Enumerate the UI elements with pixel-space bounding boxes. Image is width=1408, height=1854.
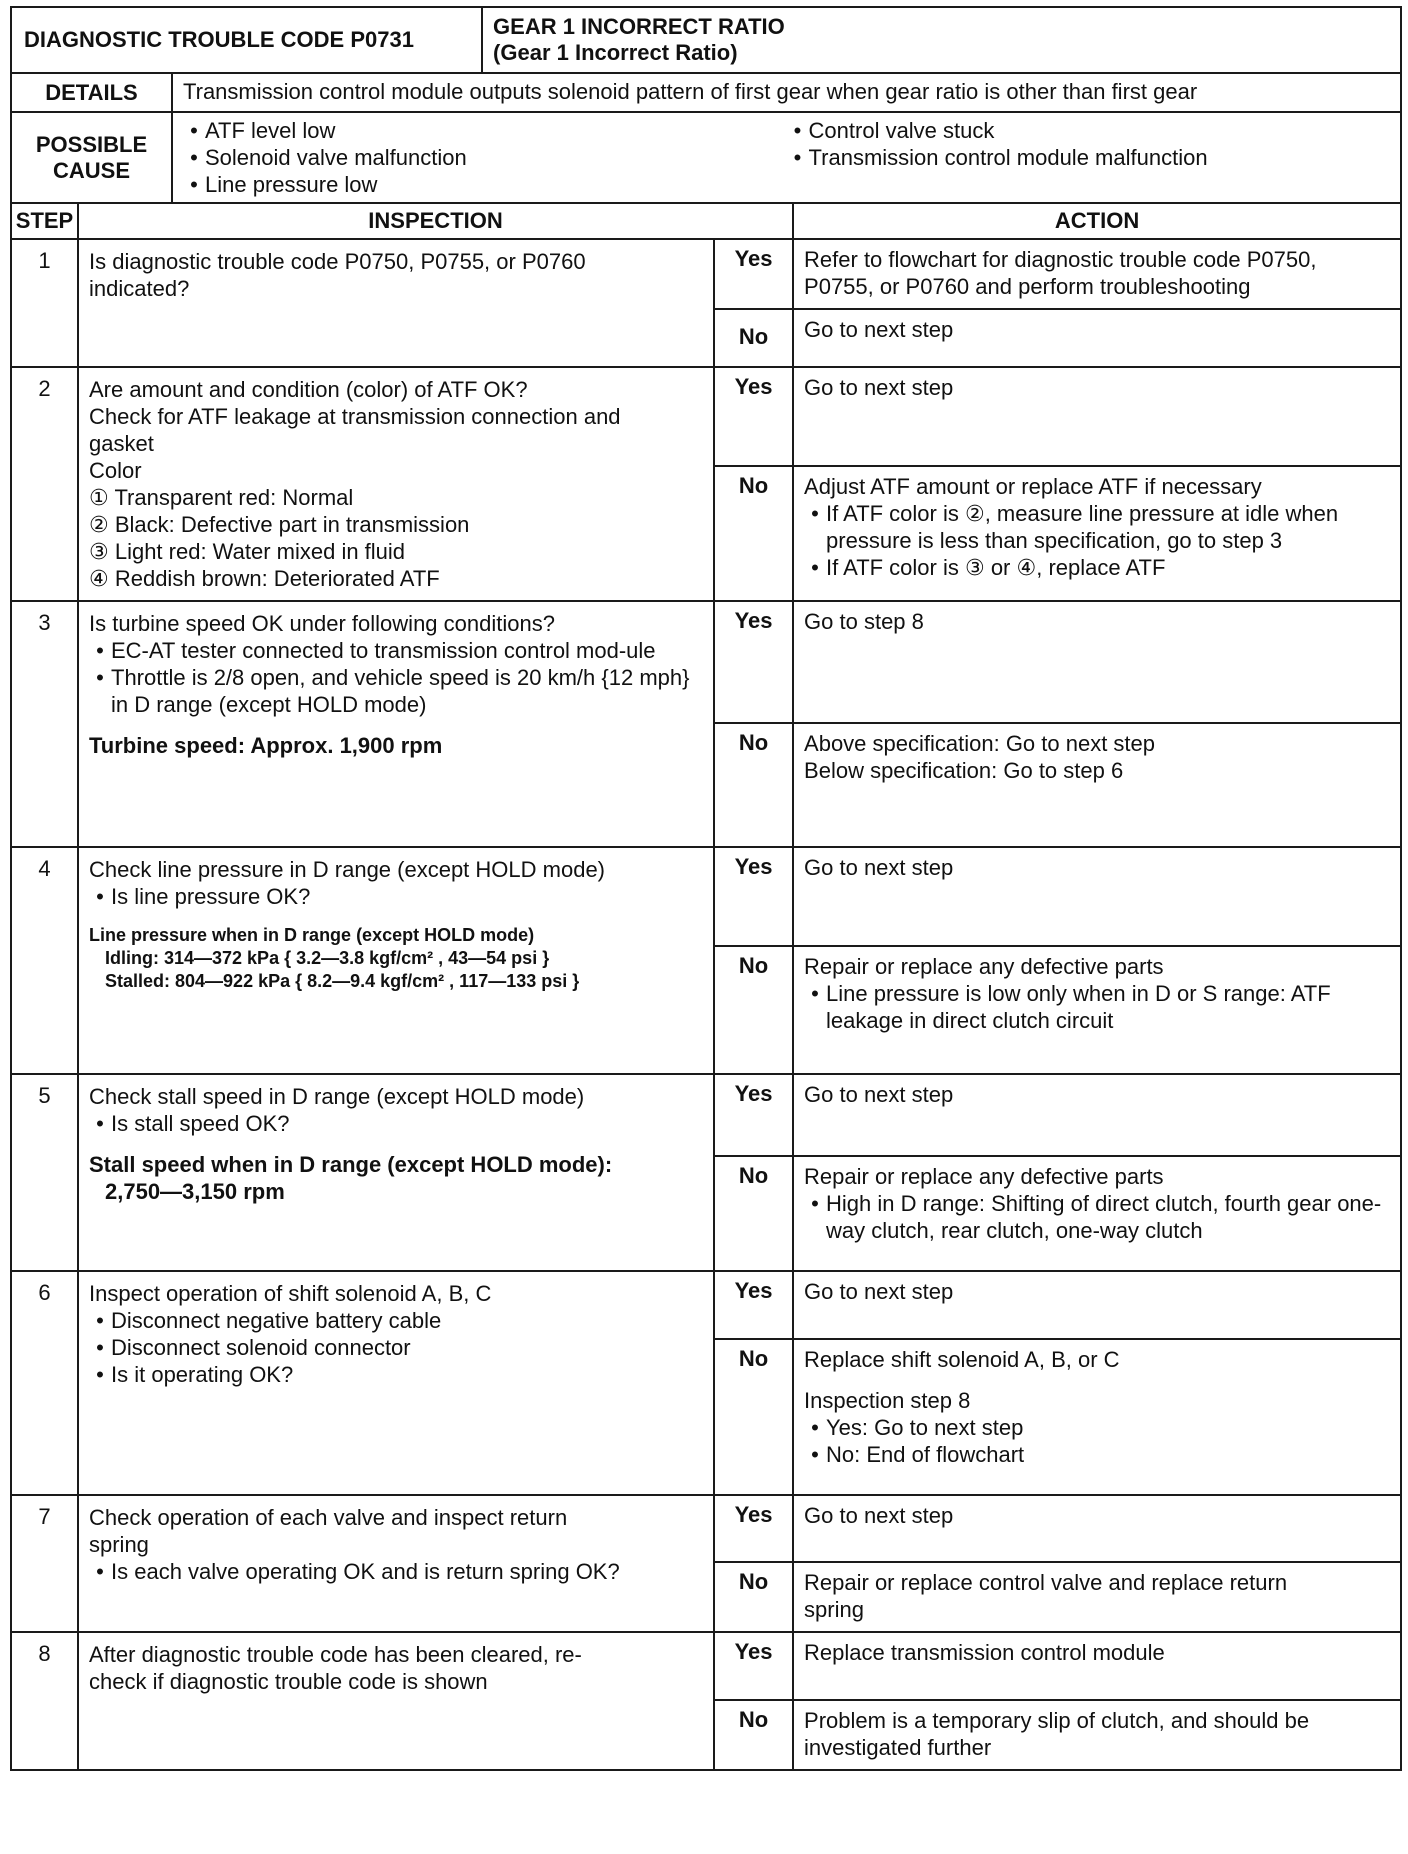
action-text: Replace transmission control module bbox=[804, 1640, 1165, 1665]
no-label: No bbox=[714, 723, 793, 847]
step-number: 6 bbox=[11, 1271, 78, 1495]
action-column-header: ACTION bbox=[793, 203, 1401, 239]
inspection-text: Is turbine speed OK under following conditions? bbox=[89, 611, 555, 636]
inspection-text: Is diagnostic trouble code P0750, P0755, or P0760 bbox=[89, 249, 586, 274]
step-6-yes-action bbox=[793, 1271, 1401, 1339]
action-text: Adjust ATF amount or replace ATF if necessary bbox=[804, 473, 1262, 499]
possible-cause-label-line1: POSSIBLE bbox=[35, 131, 148, 157]
possible-cause-label-line2: CAUSE bbox=[52, 157, 130, 183]
details-label: DETAILS bbox=[11, 73, 172, 112]
cause-item: • ATF level low bbox=[183, 117, 787, 144]
cause-item: • Solenoid valve malfunction bbox=[183, 144, 787, 171]
line-pressure-spec-idle: Idling: 314—372 kPa { 3.2—3.8 kgf/cm² , 43—54 psi } bbox=[105, 948, 550, 968]
action-bullet: • No: End of flowchart bbox=[804, 1441, 1390, 1468]
line-pressure-spec-stall: Stalled: 804—922 kPa { 8.2—9.4 kgf/cm² , 117—133 psi } bbox=[105, 971, 580, 991]
dtc-title-line1: GEAR 1 INCORRECT RATIO bbox=[493, 14, 785, 39]
yes-label: Yes bbox=[714, 367, 793, 466]
step-3-no-action bbox=[793, 723, 1401, 847]
step-column-header: STEP bbox=[11, 203, 78, 239]
inspection-text: Are amount and condition (color) of ATF OK? bbox=[89, 377, 528, 402]
inspection-column-header: INSPECTION bbox=[78, 203, 793, 239]
no-label: No bbox=[714, 1562, 793, 1632]
inspection-bullet: • Is stall speed OK? bbox=[89, 1110, 703, 1137]
step-number: 1 bbox=[11, 239, 78, 367]
dtc-title-line2: (Gear 1 Incorrect Ratio) bbox=[493, 40, 738, 65]
diagnostic-sheet bbox=[10, 6, 1400, 1771]
step-5-no-action bbox=[793, 1156, 1401, 1271]
possible-cause-label bbox=[11, 112, 172, 203]
color-item: ② Black: Defective part in transmission bbox=[89, 512, 470, 537]
color-item: ③ Light red: Water mixed in fluid bbox=[89, 539, 406, 564]
color-item: ④ Reddish brown: Deteriorated ATF bbox=[89, 566, 440, 591]
cause-item: • Control valve stuck bbox=[787, 117, 1391, 144]
step-1-inspection bbox=[78, 239, 714, 367]
step-6-yes-row bbox=[11, 1271, 1401, 1339]
step-4-no-action bbox=[793, 946, 1401, 1074]
action-text: Go to next step bbox=[804, 855, 954, 880]
step-2-yes-row bbox=[11, 367, 1401, 466]
dtc-code-label: DIAGNOSTIC TROUBLE CODE P0731 bbox=[11, 7, 482, 73]
step-7-inspection bbox=[78, 1495, 714, 1632]
step-2-yes-action bbox=[793, 367, 1401, 466]
action-text: Go to next step bbox=[804, 1082, 954, 1107]
yes-label: Yes bbox=[714, 601, 793, 723]
step-8-yes-action bbox=[793, 1632, 1401, 1700]
step-number: 7 bbox=[11, 1495, 78, 1632]
no-label: No bbox=[714, 1700, 793, 1770]
cause-column-right bbox=[787, 117, 1391, 198]
action-text: investigated further bbox=[804, 1735, 992, 1760]
inspection-text: spring bbox=[89, 1532, 149, 1557]
step-number: 3 bbox=[11, 601, 78, 847]
action-bullet: • High in D range: Shifting of direct clutch, fourth gear one-way clutch, rear clutch, one-way clutch bbox=[804, 1190, 1390, 1244]
no-label: No bbox=[714, 309, 793, 367]
inspection-bullet: • Is it operating OK? bbox=[89, 1361, 703, 1388]
inspection-text: Check operation of each valve and inspect return bbox=[89, 1505, 568, 1530]
step-3-yes-action bbox=[793, 601, 1401, 723]
step-7-yes-action bbox=[793, 1495, 1401, 1562]
inspection-text: indicated? bbox=[89, 276, 190, 301]
action-text: Above specification: Go to next step bbox=[804, 731, 1156, 756]
step-number: 8 bbox=[11, 1632, 78, 1770]
inspection-text: After diagnostic trouble code has been cleared, re- bbox=[89, 1642, 582, 1667]
step-5-inspection bbox=[78, 1074, 714, 1271]
step-8-yes-row bbox=[11, 1632, 1401, 1700]
no-label: No bbox=[714, 946, 793, 1074]
inspection-text: Inspect operation of shift solenoid A, B, C bbox=[89, 1281, 492, 1306]
step-2-no-action bbox=[793, 466, 1401, 601]
yes-label: Yes bbox=[714, 239, 793, 309]
action-text: Repair or replace control valve and replace return bbox=[804, 1570, 1288, 1595]
details-row bbox=[11, 73, 1401, 112]
step-2-inspection bbox=[78, 367, 714, 601]
action-text: Go to step 8 bbox=[804, 609, 924, 634]
action-text: P0755, or P0760 and perform troubleshooting bbox=[804, 274, 1251, 299]
step-number: 4 bbox=[11, 847, 78, 1074]
action-text: Go to next step bbox=[804, 317, 954, 342]
step-6-inspection bbox=[78, 1271, 714, 1495]
inspection-bullet: • Disconnect negative battery cable bbox=[89, 1307, 703, 1334]
possible-cause-list bbox=[172, 112, 1401, 203]
dtc-title bbox=[482, 7, 1401, 73]
inspection-text: Color bbox=[89, 458, 142, 483]
step-4-yes-row bbox=[11, 847, 1401, 946]
inspection-bullet: • Is line pressure OK? bbox=[89, 883, 703, 910]
inspection-bullet: • Is each valve operating OK and is return spring OK? bbox=[89, 1558, 703, 1585]
inspection-bullet: • EC-AT tester connected to transmission control mod-ule bbox=[89, 637, 703, 664]
step-1-yes-row bbox=[11, 239, 1401, 309]
yes-label: Yes bbox=[714, 847, 793, 946]
yes-label: Yes bbox=[714, 1271, 793, 1339]
action-text: Below specification: Go to step 6 bbox=[804, 758, 1124, 783]
inspection-text: gasket bbox=[89, 431, 154, 456]
color-item: ① Transparent red: Normal bbox=[89, 485, 354, 510]
inspection-text: Check for ATF leakage at transmission connection and bbox=[89, 404, 621, 429]
no-label: No bbox=[714, 1339, 793, 1495]
step-8-no-action bbox=[793, 1700, 1401, 1770]
step-3-yes-row bbox=[11, 601, 1401, 723]
action-text: Replace shift solenoid A, B, or C bbox=[804, 1347, 1120, 1372]
no-label: No bbox=[714, 1156, 793, 1271]
action-text: Refer to flowchart for diagnostic trouble code P0750, bbox=[804, 247, 1317, 272]
cause-column-left bbox=[183, 117, 787, 198]
yes-label: Yes bbox=[714, 1495, 793, 1562]
inspection-bullet: • Disconnect solenoid connector bbox=[89, 1334, 703, 1361]
header-row bbox=[11, 7, 1401, 73]
step-6-no-action bbox=[793, 1339, 1401, 1495]
no-label: No bbox=[714, 466, 793, 601]
action-bullet: • If ATF color is ②, measure line pressure at idle when pressure is less than specification, go to step 3 bbox=[804, 500, 1390, 554]
action-text: Inspection step 8 bbox=[804, 1388, 971, 1413]
step-5-yes-row bbox=[11, 1074, 1401, 1156]
line-pressure-spec-title: Line pressure when in D range (except HOLD mode) bbox=[89, 925, 535, 945]
yes-label: Yes bbox=[714, 1632, 793, 1700]
turbine-speed-spec: Turbine speed: Approx. 1,900 rpm bbox=[89, 733, 443, 758]
step-number: 2 bbox=[11, 367, 78, 601]
action-text: spring bbox=[804, 1597, 864, 1622]
column-header-row bbox=[11, 203, 1401, 239]
step-7-yes-row bbox=[11, 1495, 1401, 1562]
action-bullet: • Line pressure is low only when in D or S range: ATF leakage in direct clutch circuit bbox=[804, 980, 1390, 1034]
step-1-no-action bbox=[793, 309, 1401, 367]
step-4-inspection bbox=[78, 847, 714, 1074]
action-text: Problem is a temporary slip of clutch, and should be bbox=[804, 1708, 1310, 1733]
stall-speed-spec-title: Stall speed when in D range (except HOLD mode): bbox=[89, 1152, 613, 1177]
inspection-text: check if diagnostic trouble code is shown bbox=[89, 1669, 488, 1694]
stall-speed-spec-value: 2,750—3,150 rpm bbox=[105, 1179, 285, 1204]
cause-item: • Transmission control module malfunction bbox=[787, 144, 1391, 171]
step-number: 5 bbox=[11, 1074, 78, 1271]
action-text: Go to next step bbox=[804, 375, 954, 400]
step-4-yes-action bbox=[793, 847, 1401, 946]
yes-label: Yes bbox=[714, 1074, 793, 1156]
inspection-text: Check stall speed in D range (except HOLD mode) bbox=[89, 1084, 585, 1109]
action-bullet: • If ATF color is ③ or ④, replace ATF bbox=[804, 554, 1390, 581]
step-5-yes-action bbox=[793, 1074, 1401, 1156]
action-text: Repair or replace any defective parts bbox=[804, 954, 1164, 979]
action-bullet: • Yes: Go to next step bbox=[804, 1414, 1390, 1441]
step-8-inspection bbox=[78, 1632, 714, 1770]
dtc-table bbox=[10, 6, 1402, 1771]
step-1-yes-action bbox=[793, 239, 1401, 309]
details-text: Transmission control module outputs solenoid pattern of first gear when gear ratio is other than first gear bbox=[172, 73, 1401, 112]
action-text: Go to next step bbox=[804, 1279, 954, 1304]
cause-item: • Line pressure low bbox=[183, 171, 787, 198]
step-7-no-action bbox=[793, 1562, 1401, 1632]
action-text: Go to next step bbox=[804, 1503, 954, 1528]
action-text: Repair or replace any defective parts bbox=[804, 1164, 1164, 1189]
inspection-text: Check line pressure in D range (except HOLD mode) bbox=[89, 857, 606, 882]
inspection-bullet: • Throttle is 2/8 open, and vehicle speed is 20 km/h {12 mph} in D range (except HOLD mode) bbox=[89, 664, 703, 718]
step-3-inspection bbox=[78, 601, 714, 847]
possible-cause-row bbox=[11, 112, 1401, 203]
